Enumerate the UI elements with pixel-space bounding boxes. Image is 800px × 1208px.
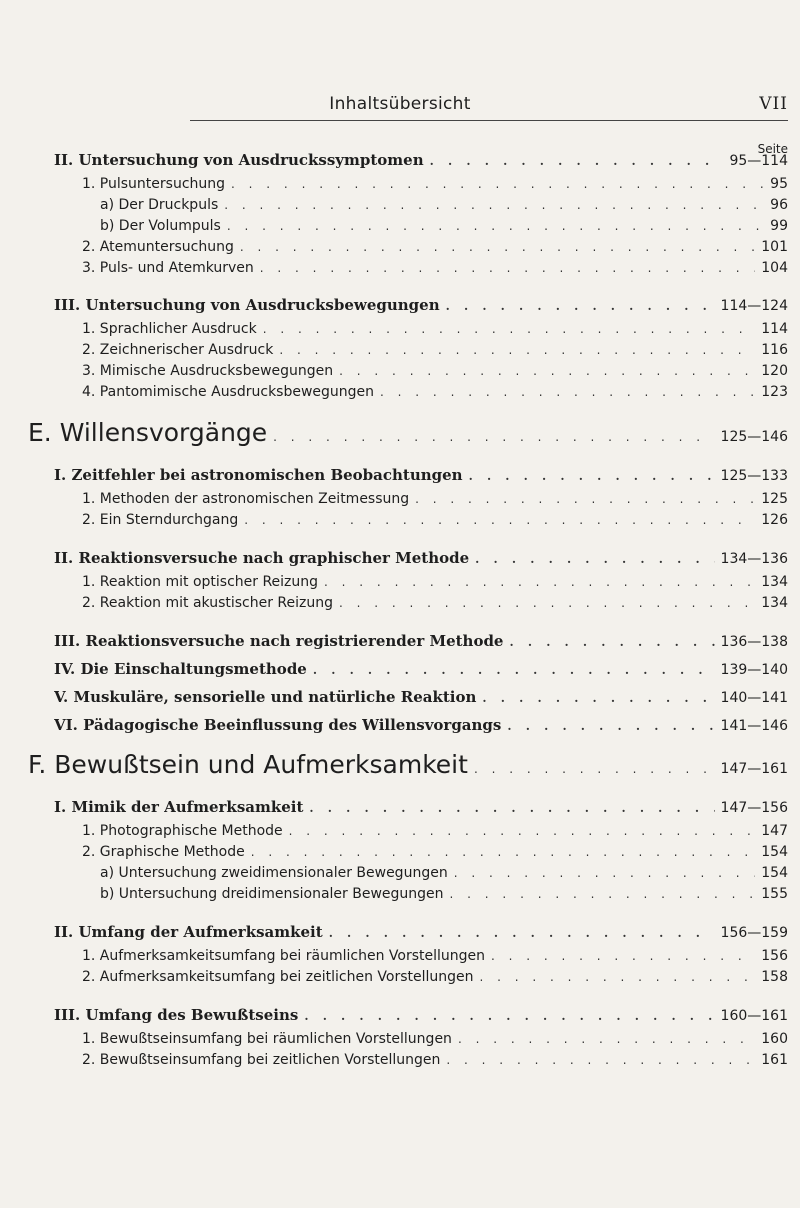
toc-entry [54,296,788,314]
toc-entry-pages: 125—146 [720,429,788,445]
toc-entry-label: 3. Puls- und Atemkurven [82,260,254,276]
toc-entry [54,688,788,706]
toc-entry-pages: 147 [761,823,788,839]
toc-entry-label: II. Reaktionsversuche nach graphischer Methode [54,549,470,567]
toc-entry [82,239,788,255]
dot-leader [279,343,755,357]
toc-entry [82,321,788,337]
toc-entry-label: V. Muskuläre, sensorielle und natürliche Reaktion [54,688,477,706]
toc-entry-pages: 139—140 [720,662,788,678]
toc-entry-label: 1. Pulsuntersuchung [82,176,226,192]
toc-entry-label: III. Reaktionsversuche nach registrierender Methode [54,632,504,650]
running-title: Inhaltsübersicht [329,94,471,114]
toc-entry-pages: 126 [761,512,788,528]
toc-entry-pages: 158 [761,969,788,985]
page-number: VII [759,94,788,114]
toc-entry-pages: 101 [761,239,788,255]
dot-leader [329,926,715,940]
dot-leader [469,469,715,483]
toc-entry-pages: 154 [761,865,788,881]
toc-entry [82,176,788,192]
toc-entry-pages: 161 [761,1052,788,1068]
header-rule [190,120,788,121]
toc-entry [54,632,788,650]
dot-leader [313,663,715,677]
toc-entry [54,716,788,734]
toc-entry-pages: 123 [761,384,788,400]
toc-entry-label: III. Untersuchung von Ausdrucksbewegungen [54,296,440,314]
toc-entry-pages: 104 [761,260,788,276]
toc-entry-pages: 155 [761,886,788,902]
dot-leader [224,198,764,212]
dot-leader [450,887,756,901]
dot-leader [491,949,755,963]
toc-entry [82,948,788,964]
toc-entry [100,218,788,234]
dot-leader [260,261,755,275]
dot-leader [475,552,714,566]
dot-leader [251,845,756,859]
dot-leader [474,762,715,776]
toc-entry-pages: 114 [761,321,788,337]
dot-leader [458,1032,755,1046]
toc-entry-pages: 114—124 [720,298,788,314]
toc-entry-label: 3. Mimische Ausdrucksbewegungen [82,363,334,379]
toc-entry-label: 1. Bewußtseinsumfang bei räumlichen Vorstellungen [82,1031,452,1047]
toc-entry-label: 2. Aufmerksamkeitsumfang bei zeitlichen Vorstellungen [82,969,474,985]
toc-entry [28,418,788,447]
dot-leader [507,719,714,733]
dot-leader [430,154,724,168]
dot-leader [309,801,714,815]
toc-entry-pages: 120 [761,363,788,379]
toc-entry-pages: 156—159 [720,925,788,941]
toc-entry-pages: 156 [761,948,788,964]
dot-leader [454,866,756,880]
toc-entry-label: 1. Photographische Methode [82,823,283,839]
dot-leader [480,970,756,984]
dot-leader [289,824,756,838]
toc-entry-label: 2. Zeichnerischer Ausdruck [82,342,274,358]
dot-leader [227,219,764,233]
toc-entry [54,466,788,484]
toc-entry-label: 1. Methoden der astronomischen Zeitmessung [82,491,410,507]
toc-entry [82,260,788,276]
dot-leader [240,240,755,254]
toc-entry-label: 2. Atemuntersuchung [82,239,234,255]
toc-entry-pages: 99 [770,218,788,234]
toc-entry-pages: 96 [770,197,788,213]
dot-leader [380,385,755,399]
toc-entry-label: b) Untersuchung dreidimensionaler Bewegungen [100,886,444,902]
toc-entry [82,384,788,400]
toc-entry-pages: 141—146 [720,718,788,734]
toc-entry [54,1006,788,1024]
toc-entry-label: II. Umfang der Aufmerksamkeit [54,923,323,941]
toc-entry-pages: 134—136 [720,551,788,567]
toc-entry-pages: 134 [761,595,788,611]
toc-entry [54,923,788,941]
dot-leader [509,635,714,649]
toc-entry-label: a) Untersuchung zweidimensionaler Bewegungen [100,865,448,881]
toc-entry [82,1031,788,1047]
toc-entry [82,363,788,379]
toc-entry-label: 2. Bewußtseinsumfang bei zeitlichen Vorstellungen [82,1052,441,1068]
toc-entry-pages: 147—161 [720,761,788,777]
toc-entry-label: I. Mimik der Aufmerksamkeit [54,798,304,816]
toc-entry-label: 1. Reaktion mit optischer Reizung [82,574,319,590]
toc-entry [82,595,788,611]
toc-entry [82,342,788,358]
toc-entry [82,1052,788,1068]
dot-leader [304,1009,714,1023]
toc-entry-label: E. Willensvorgänge [28,418,268,447]
toc-entry-pages: 160—161 [720,1008,788,1024]
toc-entry-label: 2. Ein Sterndurchgang [82,512,239,528]
toc-entry-label: 4. Pantomimische Ausdrucksbewegungen [82,384,375,400]
toc-entry [100,865,788,881]
toc-entry-label: I. Zeitfehler bei astronomischen Beobachtungen [54,466,463,484]
toc-entry-pages: 147—156 [720,800,788,816]
toc-entry [82,512,788,528]
toc-entry-label: 1. Aufmerksamkeitsumfang bei räumlichen Vorstellungen [82,948,486,964]
toc-entry [54,549,788,567]
dot-leader [231,177,764,191]
toc-entry [54,151,788,169]
toc-entry-label: 2. Graphische Methode [82,844,245,860]
toc-entry-pages: 125 [761,491,788,507]
toc-entry-label: III. Umfang des Bewußtseins [54,1006,299,1024]
running-header [0,94,800,118]
toc-entry-pages: 95—114 [729,153,788,169]
toc-entry-pages: 140—141 [720,690,788,706]
toc-entry [82,844,788,860]
toc-entry-pages: 160 [761,1031,788,1047]
toc-entry [82,574,788,590]
toc-entry-label: F. Bewußtsein und Aufmerksamkeit [28,750,468,779]
dot-leader [415,492,755,506]
toc-entry-pages: 134 [761,574,788,590]
dot-leader [273,430,714,444]
toc-entry-label: a) Der Druckpuls [100,197,219,213]
toc-entry-label: II. Untersuchung von Ausdruckssymptomen [54,151,424,169]
toc-entry-label: IV. Die Einschaltungsmethode [54,660,307,678]
toc-entry [82,491,788,507]
dot-leader [263,322,756,336]
toc-entry-pages: 136—138 [720,634,788,650]
toc-entry-label: b) Der Volumpuls [100,218,221,234]
toc-entry-pages: 95 [770,176,788,192]
toc-entry-pages: 154 [761,844,788,860]
toc-entry [100,197,788,213]
dot-leader [446,1053,755,1067]
toc-entry-label: 2. Reaktion mit akustischer Reizung [82,595,334,611]
dot-leader [339,596,755,610]
toc-entry [54,798,788,816]
toc-entry [54,660,788,678]
toc-entry-pages: 125—133 [720,468,788,484]
toc-entry-label: VI. Pädagogische Beeinflussung des Willensvorgangs [54,716,502,734]
dot-leader [482,691,714,705]
toc-entry-pages: 116 [761,342,788,358]
toc-entry [82,969,788,985]
dot-leader [244,513,755,527]
toc-entry [28,750,788,779]
toc-entry [100,886,788,902]
dot-leader [339,364,755,378]
dot-leader [446,299,715,313]
toc-entry-label: 1. Sprachlicher Ausdruck [82,321,257,337]
dot-leader [324,575,755,589]
toc-entry [82,823,788,839]
seite-label: Seite [757,142,788,156]
